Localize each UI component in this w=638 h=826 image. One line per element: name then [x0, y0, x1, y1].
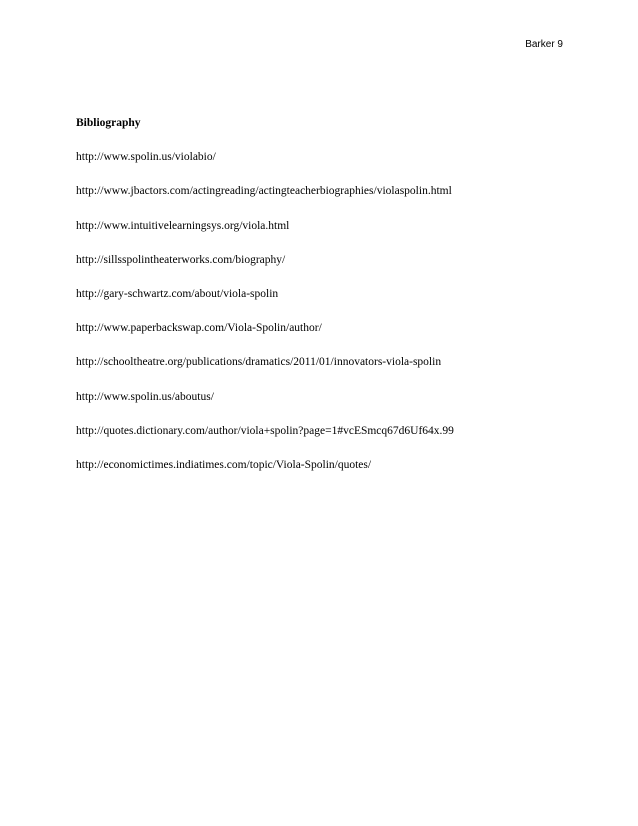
bibliography-entry: http://gary-schwartz.com/about/viola-spolin: [76, 287, 279, 300]
bibliography-entry: http://www.spolin.us/aboutus/: [76, 390, 214, 403]
bibliography-entry: http://www.spolin.us/violabio/: [76, 151, 216, 164]
bibliography-entry: http://economictimes.indiatimes.com/topic/Viola-Spolin/quotes/: [76, 458, 372, 471]
bibliography-list: [76, 149, 566, 474]
page-header: Barker 9: [525, 39, 563, 50]
bibliography-entry: http://www.intuitivelearningsys.org/viola.html: [76, 219, 290, 232]
bibliography-title: Bibliography: [76, 117, 141, 129]
bibliography-section: [76, 115, 566, 474]
bibliography-entry: http://quotes.dictionary.com/author/viola+spolin?page=1#vcESmcq67d6Uf64x.99: [76, 424, 454, 437]
bibliography-entry: http://www.paperbackswap.com/Viola-Spolin/author/: [76, 322, 322, 335]
bibliography-entry: http://sillsspolintheaterworks.com/biography/: [76, 253, 286, 266]
bibliography-entry: http://www.jbactors.com/actingreading/actingteacherbiographies/violaspolin.html: [76, 185, 452, 198]
bibliography-entry: http://schooltheatre.org/publications/dramatics/2011/01/innovators-viola-spolin: [76, 356, 442, 369]
